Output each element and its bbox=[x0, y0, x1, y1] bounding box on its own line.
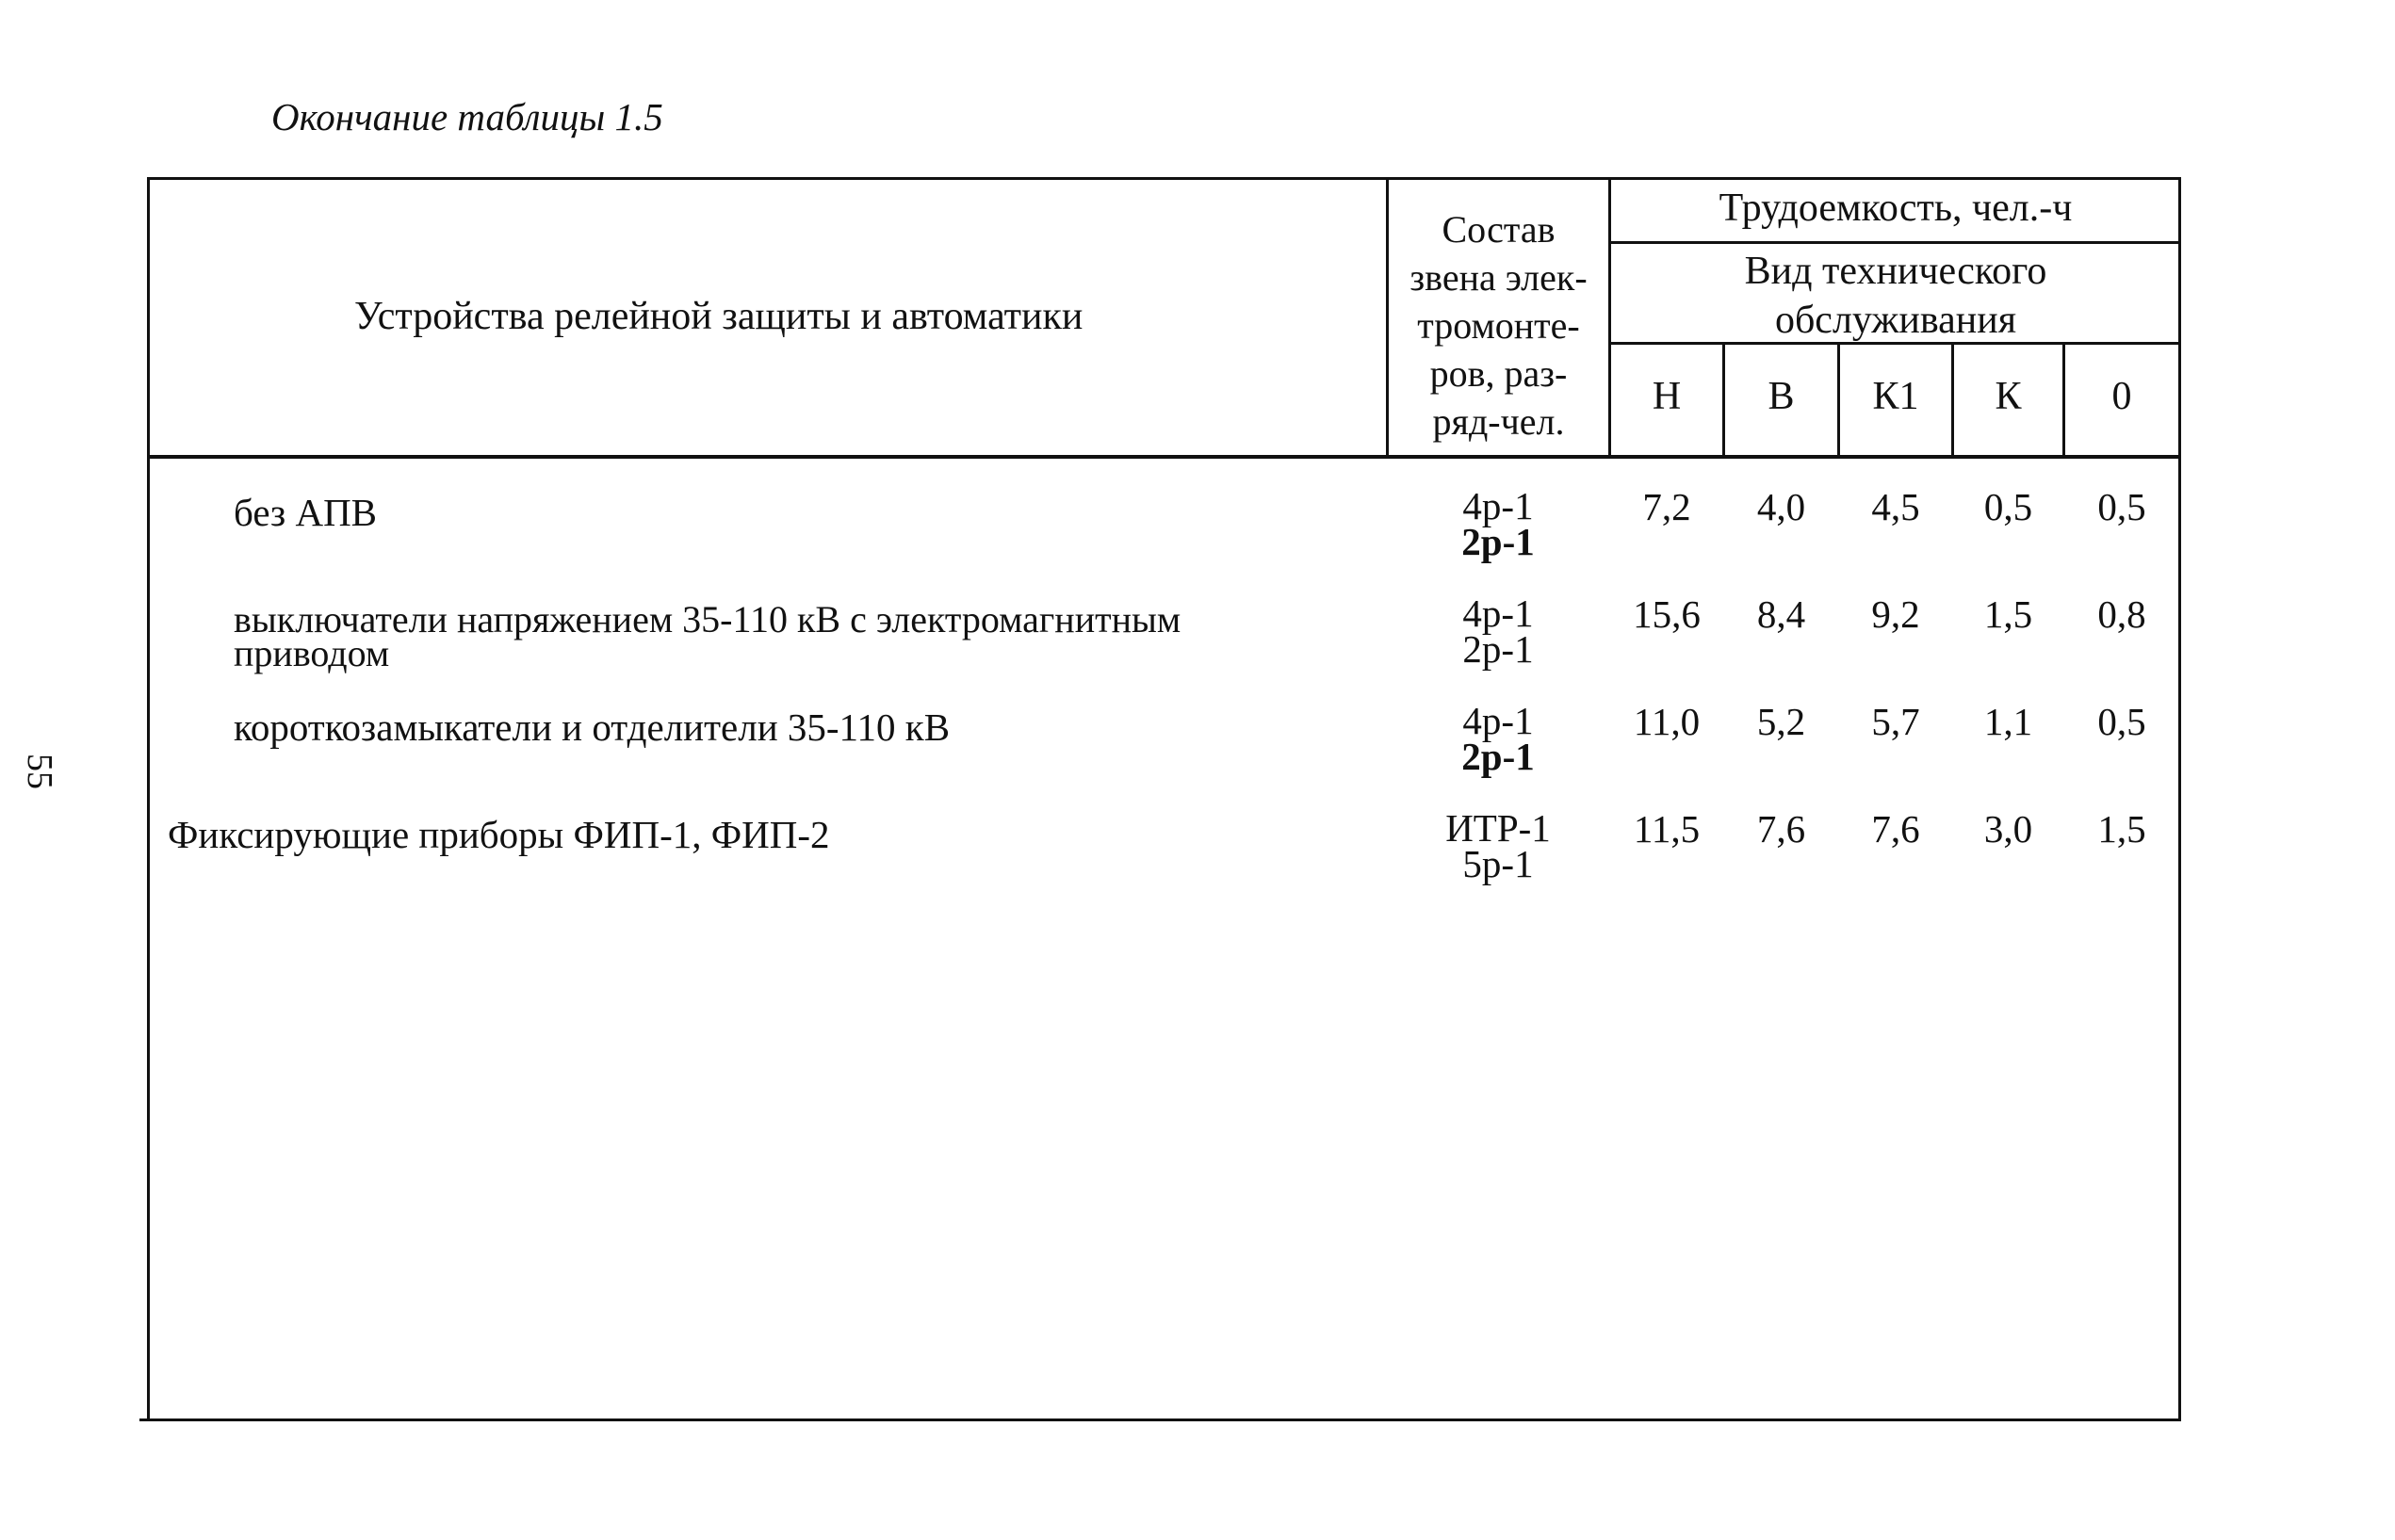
row-name: без АПВ bbox=[234, 491, 378, 534]
row-value-v: 7,6 bbox=[1756, 807, 1806, 851]
row-name bbox=[234, 598, 1181, 674]
row-value-0: 0,5 bbox=[2097, 485, 2146, 528]
row-crew bbox=[1413, 484, 1583, 563]
page-number: 55 bbox=[20, 754, 59, 789]
row-value-k: 1,5 bbox=[1983, 592, 2033, 636]
row-value-n: 11,5 bbox=[1633, 807, 1701, 851]
frame-left bbox=[147, 177, 150, 1420]
row-value-k: 1,1 bbox=[1983, 700, 2033, 743]
header-crew-line: ров, раз- bbox=[1429, 352, 1568, 395]
header-service-line: Вид технического bbox=[1744, 250, 2047, 293]
row-name: Фиксирующие приборы ФИП-1, ФИП-2 bbox=[168, 813, 830, 856]
row-crew-line: 4р-1 bbox=[1462, 592, 1534, 635]
header-crew-line: тромонте- bbox=[1417, 304, 1580, 347]
row-value-n: 11,0 bbox=[1633, 700, 1701, 743]
row-value-v: 4,0 bbox=[1756, 485, 1806, 528]
header-col-0: 0 bbox=[2111, 375, 2132, 418]
row-value-k1: 9,2 bbox=[1871, 592, 1920, 636]
row-value-v: 8,4 bbox=[1756, 592, 1806, 636]
header-labor: Трудоемкость, чел.-ч bbox=[1719, 186, 2073, 230]
header-col-k1: К1 bbox=[1872, 375, 1919, 418]
row-crew bbox=[1413, 699, 1583, 778]
row-value-k: 3,0 bbox=[1983, 807, 2033, 851]
header-service-line: обслуживания bbox=[1774, 299, 2017, 342]
header-crew-column bbox=[1389, 205, 1608, 446]
header-col-n: Н bbox=[1652, 375, 1682, 418]
row-value-0: 0,8 bbox=[2097, 592, 2146, 636]
row-value-0: 1,5 bbox=[2097, 807, 2146, 851]
header-service-type bbox=[1611, 247, 2180, 345]
row-name-line: выключатели напряжением 35-110 кВ с электромагнитным bbox=[234, 598, 1181, 640]
table-caption: Окончание таблицы 1.5 bbox=[271, 95, 663, 138]
header-rule-labor bbox=[1609, 241, 2180, 244]
row-crew-line: 4р-1 bbox=[1462, 699, 1534, 742]
frame-right bbox=[2178, 177, 2181, 1420]
header-device-column: Устройства релейной защиты и автоматики bbox=[354, 295, 1083, 338]
row-crew-line: 4р-1 bbox=[1462, 484, 1534, 527]
row-crew bbox=[1413, 592, 1583, 671]
row-name: короткозамыкатели и отделители 35-110 кВ bbox=[234, 705, 951, 749]
row-value-n: 7,2 bbox=[1642, 485, 1691, 528]
row-name-line: приводом bbox=[234, 632, 390, 674]
row-value-k: 0,5 bbox=[1983, 485, 2033, 528]
row-crew-line: 5р-1 bbox=[1462, 842, 1534, 885]
row-value-k1: 7,6 bbox=[1871, 807, 1920, 851]
header-bottom-rule bbox=[149, 455, 2180, 459]
header-crew-line: звена элек- bbox=[1409, 256, 1588, 299]
header-col-v: В bbox=[1768, 375, 1795, 418]
header-crew-line: ряд-чел. bbox=[1432, 400, 1565, 443]
row-value-0: 0,5 bbox=[2097, 700, 2146, 743]
header-crew-line: Состав bbox=[1442, 208, 1556, 251]
row-value-k1: 4,5 bbox=[1871, 485, 1920, 528]
row-crew-line: ИТР-1 bbox=[1445, 806, 1551, 850]
row-crew-line: 2р-1 bbox=[1461, 735, 1535, 778]
frame-bottom bbox=[139, 1418, 2181, 1421]
header-col-k: К bbox=[1995, 375, 2022, 418]
row-crew bbox=[1413, 806, 1583, 885]
row-crew-line: 2р-1 bbox=[1461, 520, 1535, 563]
row-value-k1: 5,7 bbox=[1871, 700, 1920, 743]
row-crew-line: 2р-1 bbox=[1462, 627, 1534, 671]
row-value-v: 5,2 bbox=[1756, 700, 1806, 743]
row-value-n: 15,6 bbox=[1633, 592, 1701, 636]
frame-top bbox=[149, 177, 2180, 180]
